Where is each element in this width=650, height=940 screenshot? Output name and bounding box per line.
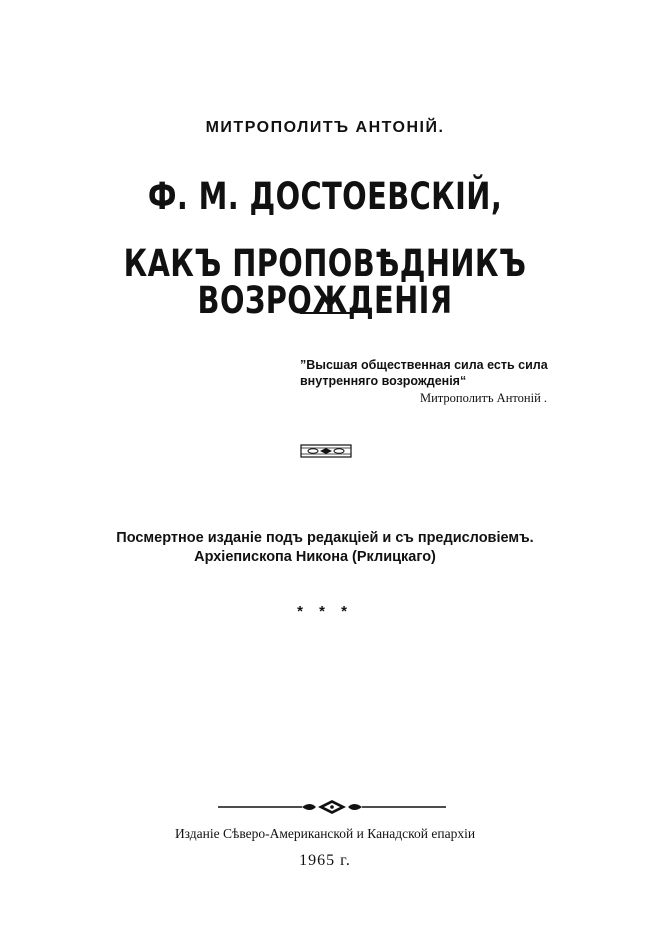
title-rule (300, 312, 350, 314)
publication-year: 1965 г. (299, 852, 351, 869)
book-title-line-1: Ф. М. ДОСТОЕВСКІЙ, (147, 175, 503, 218)
section-stars: * * * (297, 603, 353, 620)
epigraph (300, 357, 570, 389)
author-name: МИТРОПОЛИТЪ АНТОНІЙ. (205, 119, 445, 136)
small-ornament-icon (300, 444, 352, 458)
publisher: Изданіе Сѣверо-Американской и Канадской епархіи (174, 826, 476, 841)
edition-line-1: Посмертное изданіе подъ редакціей и съ предисловіемъ. (116, 530, 534, 546)
edition-line-2: Архіепископа Никона (Рклицкаго) (194, 549, 436, 565)
epigraph-attribution: Митрополитъ Антоній . (420, 391, 548, 405)
epigraph-line-2: внутренняго возрожденія“ (300, 374, 467, 388)
epigraph-line-1: ”Высшая общественная сила есть сила (300, 358, 548, 372)
large-ornament-icon (218, 799, 446, 815)
book-title-line-2: КАКЪ ПРОПОВѢДНИКЪ ВОЗРОЖДЕНІЯ (123, 242, 527, 322)
edition-statement (0, 529, 650, 567)
